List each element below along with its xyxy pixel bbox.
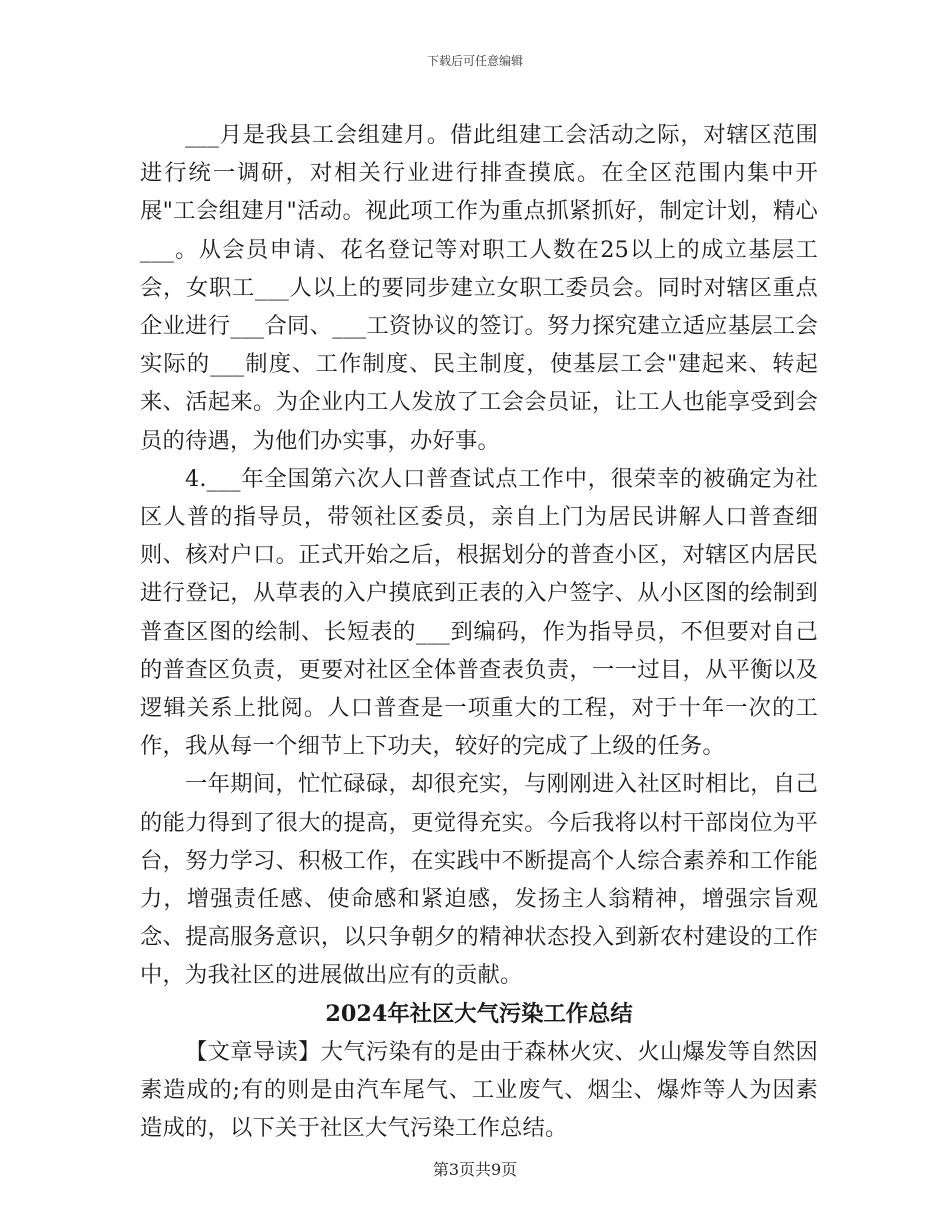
page-header-note: 下载后可任意编辑 [426,54,523,68]
paragraph-article-intro: 【文章导读】大气污染有的是由于森林火灾、火山爆发等自然因素造成的;有的则是由汽车尾气、工业废气、烟尘、爆炸等人为因素造成的，以下关于社区大气污染工作总结。 [140,1038,818,1142]
document-body [140,116,818,1147]
paragraph-census: 4.___年全国第六次人口普查试点工作中，很荣幸的被确定为社区人普的指导员，带领社区委员，亲自上门为居民讲解人口普查细则、核对户口。正式开始之后，根据划分的普查小区，对辖区内居民进行登记，从草表的入户摸底到正表的入户签字、从小区图的绘制到普查区图的绘制、长短表的___到编码，作为指导员，不但要对自己的普查区负责，更要对社区全体普查表负责，一一过目，从平衡以及逻辑关系上批阅。人口普查是一项重大的工程，对于十年一次的工作，我从每一个细节上下功夫，较好的完成了上级的任务。 [140,465,818,760]
paragraph-union-month: ___月是我县工会组建月。借此组建工会活动之际，对辖区范围进行统一调研，对相关行业进行排查摸底。在全区范围内集中开展"工会组建月"活动。视此项工作为重点抓紧抓好，制定计划，精心___。从会员申请、花名登记等对职工人数在25以上的成立基层工会，女职工___人以上的要同步建立女职工委员会。同时对辖区重点企业进行___合同、___工资协议的签订。努力探究建立适应基层工会实际的___制度、工作制度、民主制度，使基层工会"建起来、转起来、活起来。为企业内工人发放了工会会员证，让工人也能享受到会员的待遇，为他们办实事，办好事。 [140,122,818,454]
section-title: 2024年社区大气污染工作总结 [325,1000,633,1027]
page-number: 第3页共9页 [432,1160,518,1179]
paragraph-year-summary: 一年期间，忙忙碌碌，却很充实，与刚刚进入社区时相比，自己的能力得到了很大的提高，更觉得充实。今后我将以村干部岗位为平台，努力学习、积极工作，在实践中不断提高个人综合素养和工作能力，增强责任感、使命感和紧迫感，发扬主人翁精神，增强宗旨观念、提高服务意识，以只争朝夕的精神状态投入到新农村建设的工作中，为我社区的进展做出应有的贡献。 [140,771,818,989]
